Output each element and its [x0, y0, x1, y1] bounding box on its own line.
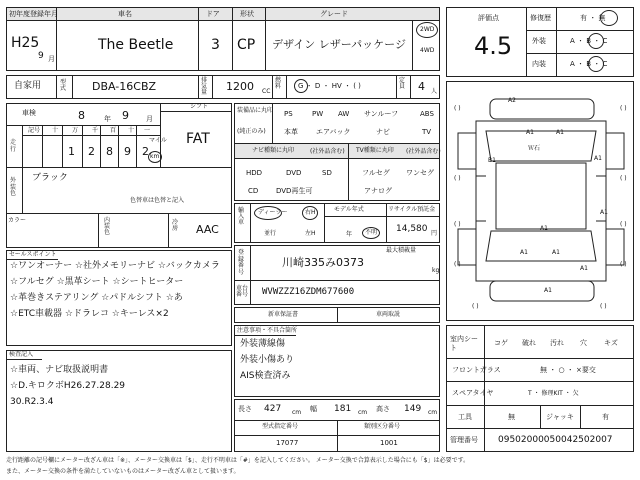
drive-2wd: 2WD [420, 26, 435, 33]
dealer: ディーラー [258, 209, 288, 216]
navi-item: SD [322, 169, 332, 177]
inspection-year-unit: 年 [104, 115, 111, 123]
model-year-unit: 年 [346, 231, 353, 238]
capacity: 4 [418, 80, 425, 93]
exterior-b-circle [588, 33, 604, 49]
repair-label: 修復歴 [530, 14, 551, 22]
mileage-label: 走行 [10, 139, 17, 153]
side-mark: ( ) [620, 221, 627, 228]
equip-item: ナビ [376, 128, 390, 136]
navi-item: DVD再生可 [276, 187, 313, 195]
equip-item: サンルーフ [364, 110, 399, 118]
recycle-yen: 円 [431, 230, 438, 237]
registration-label: 登録番号 [238, 249, 245, 276]
model-year-label: モデル年式 [334, 206, 364, 213]
shape: CP [237, 37, 256, 53]
damage-mark: A1 [600, 209, 608, 216]
note-line: AIS検査済み [240, 371, 291, 381]
inspector-line: ☆車両、ナビ取扱説明書 [10, 365, 109, 375]
repair: 有 ・ 無 [580, 14, 606, 22]
ac: AAC [196, 223, 219, 236]
cap-unit: 人 [431, 88, 438, 95]
disp-unit: CC [262, 88, 271, 95]
notes-label: 注意事項・不具合箇所 [237, 327, 298, 334]
reg-year: H25 [11, 35, 40, 51]
chassis-label: 車台番号 [236, 285, 249, 298]
grade-label: グレード [320, 10, 348, 18]
mgmt: 09502000050042502007 [498, 435, 613, 445]
load-unit: kg [432, 267, 440, 274]
side-mark: ( ) [600, 303, 607, 310]
selling-point-line: ☆ETC車載器 ☆ドラレコ ☆キーレス×2 [10, 309, 169, 319]
seat-opt: 汚れ [550, 339, 564, 347]
model: DBA-16CBZ [92, 80, 157, 93]
right-hand: 右H [305, 209, 316, 216]
load-label: 最大積載量 [386, 247, 417, 254]
type-num: 17077 [276, 439, 299, 447]
mileage-digit: 9 [124, 145, 131, 158]
equip-item: PS [284, 110, 293, 118]
shift-label: シフト [190, 103, 209, 110]
glass-opts: 無 ・ ○ ・ ×要交 [540, 366, 596, 374]
navi-sub: (社外品含む) [310, 148, 345, 155]
side-mark: ( ) [620, 261, 627, 268]
exterior-color: ブラック [32, 173, 68, 183]
footer-note: また、メーター交換の条件を満たしていないものはメーター改ざん車として扱います。 [6, 468, 240, 475]
interior-label: 内装色 [104, 217, 111, 236]
equipment-label: 装備品に丸印 [237, 107, 274, 114]
side-mark: ( ) [454, 221, 461, 228]
width-unit: cm [358, 409, 368, 416]
left-hand: 左H [305, 230, 316, 237]
door-label: ドア [206, 10, 220, 18]
car-name: The Beetle [98, 37, 174, 53]
inspection-year: 8 [78, 109, 85, 122]
selling-point-line: ☆ワンオーナー ☆社外メモリーナビ ☆バックカメラ [10, 261, 220, 271]
disp-label: 排気量 [201, 77, 208, 96]
car-name-label: 車名 [118, 10, 132, 18]
import-label: 輸入車 [238, 207, 245, 226]
damage-mark: A1 [552, 249, 560, 256]
mile-unit: マイル [149, 137, 167, 144]
inspector-line: ☆D.キロクボH26.27.28.29 [10, 381, 126, 391]
height: 149 [404, 404, 422, 414]
damage-mark: A2 [508, 97, 516, 104]
side-mark: ( ) [454, 175, 461, 182]
selling-points-label: セールスポイント [9, 251, 57, 258]
equip-item: エアバック [316, 128, 351, 136]
ac-label: 冷房 [172, 219, 179, 232]
navi-item: HDD [246, 169, 263, 177]
equip-item: AW [338, 110, 350, 118]
shift: FAT [186, 131, 210, 147]
digit-header: 一 [144, 127, 151, 134]
length-unit: cm [292, 409, 302, 416]
reg-month: 9 [38, 51, 44, 61]
interior-grade-label: 内装 [532, 60, 546, 68]
mileage-digit: 2 [142, 145, 149, 158]
interior-grade: A ・ B ・ C [570, 60, 608, 68]
exterior-grade: A ・ B ・ C [570, 37, 608, 45]
length-label: 長さ [238, 405, 252, 413]
km-unit: km [150, 153, 160, 160]
drive-4wd: 4WD [420, 47, 435, 54]
rating-label: 評価点 [478, 14, 499, 22]
recycle-label: リサイクル預託金 [388, 206, 436, 213]
seat-label: 室内シート [450, 335, 478, 353]
selling-point-line: ☆フルセグ ☆黒革シート ☆シートヒーター [10, 277, 184, 287]
fuel-label: 燃料 [275, 77, 282, 90]
use-type: 自家用 [14, 81, 42, 91]
jack: 有 [602, 413, 609, 421]
repair-none-circle [600, 10, 618, 26]
type-num-label: 型式指定番号 [262, 423, 299, 430]
seat-opt: キズ [604, 339, 618, 347]
recycle: 14,580 [396, 224, 428, 234]
doc-warranty: 新車保証書 [268, 311, 299, 318]
chassis: WVWZZZ16ZDM677600 [262, 287, 355, 297]
car-diagram [446, 81, 634, 321]
damage-mark: A1 [520, 249, 528, 256]
glass-label: フロントガラス [452, 366, 501, 374]
displacement: 1200 [226, 80, 254, 93]
selling-point-line: ☆革巻きステアリング ☆パドルシフト ☆あ [10, 293, 183, 303]
exterior-grade-label: 外装 [532, 37, 546, 45]
side-mark: ( ) [454, 261, 461, 268]
side-mark: ( ) [454, 105, 461, 112]
reg-label: 初年度登録年月 [9, 10, 58, 18]
damage-mark: A1 [556, 129, 564, 136]
note-line: 外装小傷あり [240, 355, 295, 365]
class-num: 1001 [380, 439, 398, 447]
damage-mark: B1 [488, 157, 496, 164]
damage-mark: A1 [540, 225, 548, 232]
navi-item: CD [248, 187, 259, 195]
class-num-label: 類別区分番号 [364, 423, 401, 430]
model-year-unknown: 不明 [365, 229, 378, 236]
tv-item: ワンセグ [406, 169, 434, 177]
inspection-label: 車検 [22, 109, 36, 117]
rating-score: 4.5 [474, 32, 513, 60]
width-label: 幅 [310, 405, 317, 413]
digit-header: 万 [72, 127, 79, 134]
spare-opts: T ・ 修理KIT ・ 欠 [528, 390, 579, 397]
damage-mark: A1 [544, 287, 552, 294]
doors: 3 [211, 37, 220, 53]
parallel: 並行 [264, 230, 277, 237]
mileage-digit: 2 [88, 145, 95, 158]
inspector-label: 検査記入 [9, 351, 34, 358]
seat-opt: 破れ [522, 339, 536, 347]
mileage-digit: 1 [68, 145, 75, 158]
digit-header: 千 [92, 127, 99, 134]
tv-item: フルセグ [362, 169, 390, 177]
inspection-month-unit: 月 [146, 115, 153, 123]
plate: 川崎335み0373 [282, 256, 364, 269]
length: 427 [264, 404, 282, 414]
inspection-month: 9 [122, 109, 129, 122]
side-mark: ( ) [620, 105, 627, 112]
jack-label: ジャッキ [546, 413, 574, 421]
grade: デザイン レザーパッケージ [272, 38, 406, 51]
digit-header: 記号 [28, 127, 41, 134]
digit-header: 百 [110, 127, 117, 134]
model-label: 型式 [60, 79, 67, 92]
tv-label: TV種類に丸印 [356, 147, 394, 154]
cap-label: 定員 [399, 77, 406, 90]
color-code-label: カラー [8, 217, 27, 224]
height-label: 高さ [376, 405, 390, 413]
navi-label: ナビ種類に丸印 [252, 147, 295, 154]
digit-header: 十 [128, 127, 135, 134]
damage-mark: A1 [526, 129, 534, 136]
exterior-color-note: 色替車は色替と記入 [130, 197, 185, 204]
spare-label: スペアタイヤ [452, 389, 494, 397]
seat-opt: 穴 [580, 339, 587, 347]
damage-mark: A1 [594, 155, 602, 162]
doc-manual: 車両取説 [376, 311, 401, 318]
equip-item: 本革 [284, 128, 298, 136]
shape-label: 形状 [240, 10, 254, 18]
digit-header: 十 [52, 127, 59, 134]
tv-sub: (社外品含む) [406, 148, 441, 155]
tv-item: アナログ [364, 187, 392, 195]
tool-label: 工具 [458, 413, 472, 421]
seat-opt: コゲ [494, 339, 508, 347]
mileage-digit: 8 [106, 145, 113, 158]
height-unit: cm [428, 409, 438, 416]
side-mark: ( ) [472, 303, 479, 310]
equip-item: TV [422, 128, 432, 136]
interior-c-circle [588, 56, 604, 72]
equip-item: ABS [420, 110, 434, 118]
width: 181 [334, 404, 352, 414]
exterior-label: 外装色 [10, 177, 17, 198]
reg-month-unit: 月 [48, 55, 55, 63]
damage-mark: Ｗ石 [528, 145, 541, 152]
mileage-digit-headers [22, 127, 151, 135]
side-mark: ( ) [620, 175, 627, 182]
tool: 無 [508, 413, 515, 421]
header-label-bg [7, 8, 439, 20]
damage-mark: A1 [580, 265, 588, 272]
note-line: 外装薄線傷 [240, 339, 286, 349]
footer-note: 走行距離の記号欄にメーター改ざん車は「※」、メーター交換車は「$」、走行不明車は「#」を記入してください。 メーター交換で合算表示した場合にも「$」は必要です。 [6, 457, 470, 464]
equip-item: PW [312, 110, 324, 118]
mgmt-label: 管理番号 [450, 436, 478, 444]
inspector-line: 30.R2.3.4 [10, 397, 54, 407]
navi-item: DVD [286, 169, 302, 177]
equipment-sub: (純正のみ) [237, 128, 266, 135]
fuel: G ・ D ・ HV ・ ( ) [298, 82, 361, 90]
